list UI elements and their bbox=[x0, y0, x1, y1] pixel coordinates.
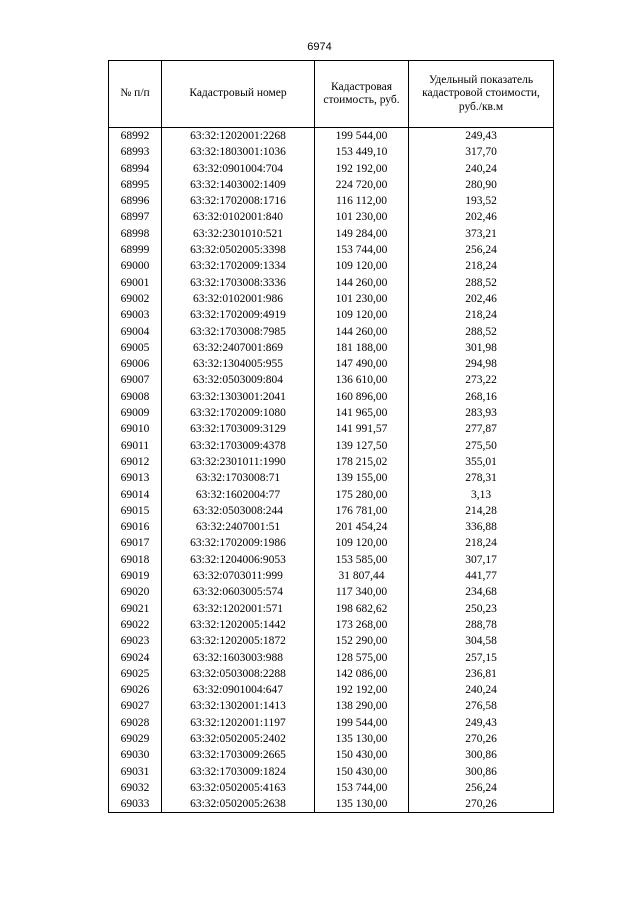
unit-value-cell: 355,01 bbox=[409, 454, 554, 470]
header-cadastral-number: Кадастровый номер bbox=[162, 61, 315, 128]
cadastral-number-cell: 63:32:0603005:574 bbox=[162, 584, 315, 600]
unit-value-cell: 307,17 bbox=[409, 552, 554, 568]
cadastral-number-cell: 63:32:1702009:1334 bbox=[162, 258, 315, 274]
table-row bbox=[109, 698, 554, 714]
table-row bbox=[109, 682, 554, 698]
cadastral-value-cell: 153 744,00 bbox=[315, 242, 409, 258]
row-index-cell: 68998 bbox=[109, 226, 162, 242]
unit-value-cell: 234,68 bbox=[409, 584, 554, 600]
row-index-cell: 69017 bbox=[109, 535, 162, 551]
cadastral-number-cell: 63:32:1703009:4378 bbox=[162, 438, 315, 454]
cadastral-number-cell: 63:32:1703008:7985 bbox=[162, 324, 315, 340]
cadastral-value-cell: 139 127,50 bbox=[315, 438, 409, 454]
table-row bbox=[109, 193, 554, 209]
table-row bbox=[109, 242, 554, 258]
unit-value-cell: 288,52 bbox=[409, 324, 554, 340]
table-row bbox=[109, 438, 554, 454]
cadastral-value-cell: 181 188,00 bbox=[315, 340, 409, 356]
cadastral-value-cell: 139 155,00 bbox=[315, 470, 409, 486]
unit-value-cell: 317,70 bbox=[409, 144, 554, 160]
unit-value-cell: 273,22 bbox=[409, 372, 554, 388]
cadastral-number-cell: 63:32:0502005:2402 bbox=[162, 731, 315, 747]
row-index-cell: 69018 bbox=[109, 552, 162, 568]
unit-value-cell: 336,88 bbox=[409, 519, 554, 535]
cadastral-number-cell: 63:32:2301011:1990 bbox=[162, 454, 315, 470]
table-row bbox=[109, 209, 554, 225]
row-index-cell: 68996 bbox=[109, 193, 162, 209]
cadastral-value-cell: 144 260,00 bbox=[315, 324, 409, 340]
cadastral-number-cell: 63:32:1703009:3129 bbox=[162, 421, 315, 437]
table-row bbox=[109, 307, 554, 323]
unit-value-cell: 294,98 bbox=[409, 356, 554, 372]
cadastral-value-cell: 199 544,00 bbox=[315, 715, 409, 731]
cadastral-value-cell: 117 340,00 bbox=[315, 584, 409, 600]
cadastral-value-cell: 153 744,00 bbox=[315, 780, 409, 796]
row-index-cell: 69006 bbox=[109, 356, 162, 372]
table-row bbox=[109, 780, 554, 796]
table-row bbox=[109, 372, 554, 388]
cadastral-value-cell: 31 807,44 bbox=[315, 568, 409, 584]
table-row bbox=[109, 275, 554, 291]
row-index-cell: 69000 bbox=[109, 258, 162, 274]
cadastral-number-cell: 63:32:1703008:3336 bbox=[162, 275, 315, 291]
table-row bbox=[109, 650, 554, 666]
cadastral-number-cell: 63:32:1202005:1442 bbox=[162, 617, 315, 633]
cadastral-number-cell: 63:32:0102001:986 bbox=[162, 291, 315, 307]
cadastral-number-cell: 63:32:1303001:2041 bbox=[162, 389, 315, 405]
table-row bbox=[109, 389, 554, 405]
cadastral-value-cell: 147 490,00 bbox=[315, 356, 409, 372]
cadastral-value-cell: 135 130,00 bbox=[315, 796, 409, 813]
cadastral-number-cell: 63:32:1602004:77 bbox=[162, 487, 315, 503]
unit-value-cell: 275,50 bbox=[409, 438, 554, 454]
unit-value-cell: 270,26 bbox=[409, 731, 554, 747]
cadastral-number-cell: 63:32:1304005:955 bbox=[162, 356, 315, 372]
cadastral-number-cell: 63:32:0502005:3398 bbox=[162, 242, 315, 258]
table-row bbox=[109, 421, 554, 437]
table-row bbox=[109, 666, 554, 682]
row-index-cell: 69013 bbox=[109, 470, 162, 486]
table-row bbox=[109, 568, 554, 584]
header-unit-value: Удельный показатель кадастровой стоимости, руб./кв.м bbox=[409, 61, 554, 128]
table-row bbox=[109, 617, 554, 633]
unit-value-cell: 202,46 bbox=[409, 291, 554, 307]
cadastral-number-cell: 63:32:1202005:1872 bbox=[162, 633, 315, 649]
table-row bbox=[109, 519, 554, 535]
cadastral-value-cell: 175 280,00 bbox=[315, 487, 409, 503]
table-row bbox=[109, 340, 554, 356]
cadastral-value-cell: 109 120,00 bbox=[315, 535, 409, 551]
row-index-cell: 69011 bbox=[109, 438, 162, 454]
cadastral-table bbox=[108, 60, 554, 813]
row-index-cell: 68997 bbox=[109, 209, 162, 225]
row-index-cell: 69026 bbox=[109, 682, 162, 698]
cadastral-value-cell: 101 230,00 bbox=[315, 291, 409, 307]
cadastral-value-cell: 141 991,57 bbox=[315, 421, 409, 437]
table-row bbox=[109, 356, 554, 372]
row-index-cell: 69025 bbox=[109, 666, 162, 682]
cadastral-number-cell: 63:32:1403002:1409 bbox=[162, 177, 315, 193]
table-body bbox=[109, 128, 554, 813]
cadastral-value-cell: 150 430,00 bbox=[315, 747, 409, 763]
row-index-cell: 69033 bbox=[109, 796, 162, 813]
cadastral-value-cell: 201 454,24 bbox=[315, 519, 409, 535]
cadastral-number-cell: 63:32:1202001:1197 bbox=[162, 715, 315, 731]
cadastral-number-cell: 63:32:1204006:9053 bbox=[162, 552, 315, 568]
table-row bbox=[109, 324, 554, 340]
page-number: 6974 bbox=[307, 41, 332, 53]
cadastral-number-cell: 63:32:2407001:869 bbox=[162, 340, 315, 356]
unit-value-cell: 373,21 bbox=[409, 226, 554, 242]
row-index-cell: 69030 bbox=[109, 747, 162, 763]
row-index-cell: 69015 bbox=[109, 503, 162, 519]
unit-value-cell: 288,52 bbox=[409, 275, 554, 291]
table-row bbox=[109, 715, 554, 731]
cadastral-value-cell: 153 449,10 bbox=[315, 144, 409, 160]
table-row bbox=[109, 487, 554, 503]
cadastral-number-cell: 63:32:0703011:999 bbox=[162, 568, 315, 584]
cadastral-value-cell: 135 130,00 bbox=[315, 731, 409, 747]
table-row bbox=[109, 258, 554, 274]
cadastral-number-cell: 63:32:1803001:1036 bbox=[162, 144, 315, 160]
unit-value-cell: 214,28 bbox=[409, 503, 554, 519]
cadastral-value-cell: 138 290,00 bbox=[315, 698, 409, 714]
unit-value-cell: 278,31 bbox=[409, 470, 554, 486]
row-index-cell: 69020 bbox=[109, 584, 162, 600]
unit-value-cell: 304,58 bbox=[409, 633, 554, 649]
cadastral-value-cell: 136 610,00 bbox=[315, 372, 409, 388]
cadastral-number-cell: 63:32:1703009:1824 bbox=[162, 764, 315, 780]
unit-value-cell: 270,26 bbox=[409, 796, 554, 813]
row-index-cell: 69019 bbox=[109, 568, 162, 584]
row-index-cell: 69031 bbox=[109, 764, 162, 780]
unit-value-cell: 257,15 bbox=[409, 650, 554, 666]
cadastral-number-cell: 63:32:1603003:988 bbox=[162, 650, 315, 666]
table-row bbox=[109, 503, 554, 519]
cadastral-value-cell: 116 112,00 bbox=[315, 193, 409, 209]
cadastral-value-cell: 160 896,00 bbox=[315, 389, 409, 405]
header-index: № п/п bbox=[109, 61, 162, 128]
cadastral-value-cell: 192 192,00 bbox=[315, 682, 409, 698]
unit-value-cell: 276,58 bbox=[409, 698, 554, 714]
unit-value-cell: 240,24 bbox=[409, 161, 554, 177]
table-row bbox=[109, 796, 554, 813]
unit-value-cell: 256,24 bbox=[409, 242, 554, 258]
unit-value-cell: 218,24 bbox=[409, 535, 554, 551]
unit-value-cell: 300,86 bbox=[409, 764, 554, 780]
cadastral-number-cell: 63:32:2301010:521 bbox=[162, 226, 315, 242]
unit-value-cell: 280,90 bbox=[409, 177, 554, 193]
row-index-cell: 69004 bbox=[109, 324, 162, 340]
cadastral-number-cell: 63:32:0901004:647 bbox=[162, 682, 315, 698]
row-index-cell: 68995 bbox=[109, 177, 162, 193]
row-index-cell: 69021 bbox=[109, 601, 162, 617]
unit-value-cell: 193,52 bbox=[409, 193, 554, 209]
cadastral-number-cell: 63:32:0102001:840 bbox=[162, 209, 315, 225]
cadastral-number-cell: 63:32:0502005:4163 bbox=[162, 780, 315, 796]
row-index-cell: 69024 bbox=[109, 650, 162, 666]
row-index-cell: 69028 bbox=[109, 715, 162, 731]
row-index-cell: 69023 bbox=[109, 633, 162, 649]
table-row bbox=[109, 470, 554, 486]
cadastral-value-cell: 101 230,00 bbox=[315, 209, 409, 225]
cadastral-value-cell: 109 120,00 bbox=[315, 258, 409, 274]
table-row bbox=[109, 747, 554, 763]
row-index-cell: 69027 bbox=[109, 698, 162, 714]
unit-value-cell: 218,24 bbox=[409, 258, 554, 274]
unit-value-cell: 277,87 bbox=[409, 421, 554, 437]
table-row bbox=[109, 454, 554, 470]
row-index-cell: 69014 bbox=[109, 487, 162, 503]
table-row bbox=[109, 552, 554, 568]
cadastral-number-cell: 63:32:1302001:1413 bbox=[162, 698, 315, 714]
unit-value-cell: 236,81 bbox=[409, 666, 554, 682]
header-cadastral-value: Кадастровая стоимость, руб. bbox=[315, 61, 409, 128]
table-row bbox=[109, 633, 554, 649]
unit-value-cell: 249,43 bbox=[409, 715, 554, 731]
row-index-cell: 69003 bbox=[109, 307, 162, 323]
cadastral-value-cell: 178 215,02 bbox=[315, 454, 409, 470]
cadastral-value-cell: 153 585,00 bbox=[315, 552, 409, 568]
table-row bbox=[109, 161, 554, 177]
row-index-cell: 69012 bbox=[109, 454, 162, 470]
cadastral-number-cell: 63:32:2407001:51 bbox=[162, 519, 315, 535]
row-index-cell: 69005 bbox=[109, 340, 162, 356]
unit-value-cell: 441,77 bbox=[409, 568, 554, 584]
unit-value-cell: 250,23 bbox=[409, 601, 554, 617]
cadastral-number-cell: 63:32:0503009:804 bbox=[162, 372, 315, 388]
row-index-cell: 69032 bbox=[109, 780, 162, 796]
row-index-cell: 69022 bbox=[109, 617, 162, 633]
cadastral-value-cell: 198 682,62 bbox=[315, 601, 409, 617]
unit-value-cell: 283,93 bbox=[409, 405, 554, 421]
row-index-cell: 69007 bbox=[109, 372, 162, 388]
table-row bbox=[109, 226, 554, 242]
row-index-cell: 69010 bbox=[109, 421, 162, 437]
cadastral-value-cell: 141 965,00 bbox=[315, 405, 409, 421]
cadastral-value-cell: 152 290,00 bbox=[315, 633, 409, 649]
row-index-cell: 69002 bbox=[109, 291, 162, 307]
table-row bbox=[109, 177, 554, 193]
row-index-cell: 69029 bbox=[109, 731, 162, 747]
cadastral-value-cell: 224 720,00 bbox=[315, 177, 409, 193]
cadastral-value-cell: 192 192,00 bbox=[315, 161, 409, 177]
row-index-cell: 69008 bbox=[109, 389, 162, 405]
table-row bbox=[109, 405, 554, 421]
table-row bbox=[109, 291, 554, 307]
unit-value-cell: 268,16 bbox=[409, 389, 554, 405]
cadastral-value-cell: 142 086,00 bbox=[315, 666, 409, 682]
table-row bbox=[109, 128, 554, 145]
row-index-cell: 68993 bbox=[109, 144, 162, 160]
row-index-cell: 68999 bbox=[109, 242, 162, 258]
cadastral-number-cell: 63:32:1702008:1716 bbox=[162, 193, 315, 209]
row-index-cell: 69016 bbox=[109, 519, 162, 535]
unit-value-cell: 300,86 bbox=[409, 747, 554, 763]
cadastral-number-cell: 63:32:0901004:704 bbox=[162, 161, 315, 177]
unit-value-cell: 249,43 bbox=[409, 128, 554, 145]
cadastral-number-cell: 63:32:0503008:244 bbox=[162, 503, 315, 519]
cadastral-number-cell: 63:32:1202001:571 bbox=[162, 601, 315, 617]
cadastral-value-cell: 144 260,00 bbox=[315, 275, 409, 291]
cadastral-value-cell: 128 575,00 bbox=[315, 650, 409, 666]
unit-value-cell: 218,24 bbox=[409, 307, 554, 323]
cadastral-value-cell: 199 544,00 bbox=[315, 128, 409, 145]
cadastral-number-cell: 63:32:1202001:2268 bbox=[162, 128, 315, 145]
unit-value-cell: 202,46 bbox=[409, 209, 554, 225]
cadastral-number-cell: 63:32:0502005:2638 bbox=[162, 796, 315, 813]
row-index-cell: 69009 bbox=[109, 405, 162, 421]
table-row bbox=[109, 764, 554, 780]
cadastral-number-cell: 63:32:1702009:4919 bbox=[162, 307, 315, 323]
table-row bbox=[109, 535, 554, 551]
row-index-cell: 68992 bbox=[109, 128, 162, 145]
table-row bbox=[109, 144, 554, 160]
unit-value-cell: 288,78 bbox=[409, 617, 554, 633]
cadastral-value-cell: 176 781,00 bbox=[315, 503, 409, 519]
table-row bbox=[109, 584, 554, 600]
cadastral-number-cell: 63:32:1703009:2665 bbox=[162, 747, 315, 763]
row-index-cell: 69001 bbox=[109, 275, 162, 291]
unit-value-cell: 256,24 bbox=[409, 780, 554, 796]
cadastral-value-cell: 149 284,00 bbox=[315, 226, 409, 242]
cadastral-number-cell: 63:32:1703008:71 bbox=[162, 470, 315, 486]
cadastral-number-cell: 63:32:1702009:1986 bbox=[162, 535, 315, 551]
unit-value-cell: 3,13 bbox=[409, 487, 554, 503]
cadastral-value-cell: 150 430,00 bbox=[315, 764, 409, 780]
unit-value-cell: 301,98 bbox=[409, 340, 554, 356]
table-row bbox=[109, 601, 554, 617]
cadastral-value-cell: 173 268,00 bbox=[315, 617, 409, 633]
cadastral-number-cell: 63:32:0503008:2288 bbox=[162, 666, 315, 682]
table-row bbox=[109, 731, 554, 747]
cadastral-value-cell: 109 120,00 bbox=[315, 307, 409, 323]
unit-value-cell: 240,24 bbox=[409, 682, 554, 698]
row-index-cell: 68994 bbox=[109, 161, 162, 177]
cadastral-number-cell: 63:32:1702009:1080 bbox=[162, 405, 315, 421]
table-header-row bbox=[109, 61, 554, 128]
